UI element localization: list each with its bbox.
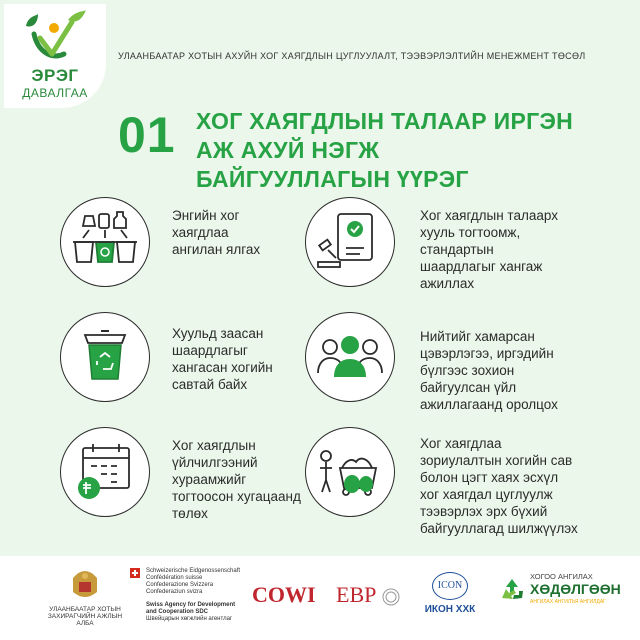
item-text: Хог хаягдлаа зориулалтын хогийн сав болон цэгт хаях эсхүл хог хаягдал цуглуулж тээвэрлэх эрх бүхий байгууллагад шилжүүлэх [420,436,578,536]
waste-collection-icon [305,427,395,517]
sorting-bins-icon [60,197,150,287]
ebp-text: EBP [336,582,376,607]
section-number: 01 [118,107,176,163]
swiss-flag-icon [130,568,140,578]
item-text: Энгийн хог хаягдлаа ангилан ялгах [172,208,261,257]
sdc-line: and Cooperation SDC [146,609,209,615]
recycle-icon [498,576,526,604]
item-text: Нийтийг хамарсан цэвэрлэгээ, иргэдийн бүлгээс зохион байгуулсан үйл ажиллагаанд оролцох [420,329,558,412]
icon-globe-icon: ICON [432,572,468,600]
brand-emblem-icon [20,8,90,68]
movement-main: ХӨДӨЛГӨӨН [530,581,621,597]
ebp-rings-icon [381,587,401,607]
partner-logos [0,556,640,640]
swiss-line: Confédération suisse [146,575,203,581]
page-heading: ХОГ ХАЯГДЛЫН ТАЛААР ИРГЭН АЖ АХУЙ НЭГЖ БАЙГУУЛЛАГЫН ҮҮРЭГ [196,108,574,192]
people-group-icon [305,312,395,402]
movement-top: ХОГОО АНГИЛАХ [530,572,593,581]
swiss-line: Confederaziun svizra [146,589,203,595]
cowi-logo: COWI [252,582,316,607]
brand-name: ЭРЭГ [31,66,79,85]
calendar-payment-icon [60,427,150,517]
item-text: Хог хаягдлын үйлчилгээний хураамжийг тогтоосон хугацаанд төлөх [172,438,301,521]
movement-sub: АНГИЛАХ АНГИЛЪЯ АНГИЛДАГ [530,599,606,605]
item-text: Хог хаягдлын талаарх хууль тогтоомж, стандартын шаардлагыг хангаж ажиллах [420,208,558,291]
icon-company-logo [422,572,478,615]
swiss-line: Confederazione Svizzera [146,582,214,588]
item-text: Хуульд заасан шаардлагыг хангасан хогийн савтай байх [172,326,273,392]
project-title: УЛААНБААТАР ХОТЫН АХУЙН ХОГ ХАЯГДЛЫН ЦУГЛУУЛАЛТ, ТЭЭВЭРЛЭЛТИЙН МЕНЕЖМЕНТ ТӨСӨЛ [118,51,586,61]
law-document-icon [305,197,395,287]
sdc-line: Swiss Agency for Development [146,602,236,608]
icon-company-name: ИКОН ХХК [424,604,476,615]
recycle-bin-icon [60,312,150,402]
brand-subtitle: ДАВАЛГАА [22,86,88,100]
sdc-line: Швейцарын хөгжлийн агентлаг [146,616,233,622]
ub-city-logo [40,564,130,627]
ub-emblem-icon [65,564,105,604]
ub-text: УЛААНБААТАР ХОТЫН ЗАХИРАГЧИЙН АЖЛЫН АЛБА [47,606,123,627]
swiss-line: Schweizerische Eidgenossenschaft [146,568,241,574]
brand-logo [4,4,106,108]
ebp-logo [336,582,401,608]
